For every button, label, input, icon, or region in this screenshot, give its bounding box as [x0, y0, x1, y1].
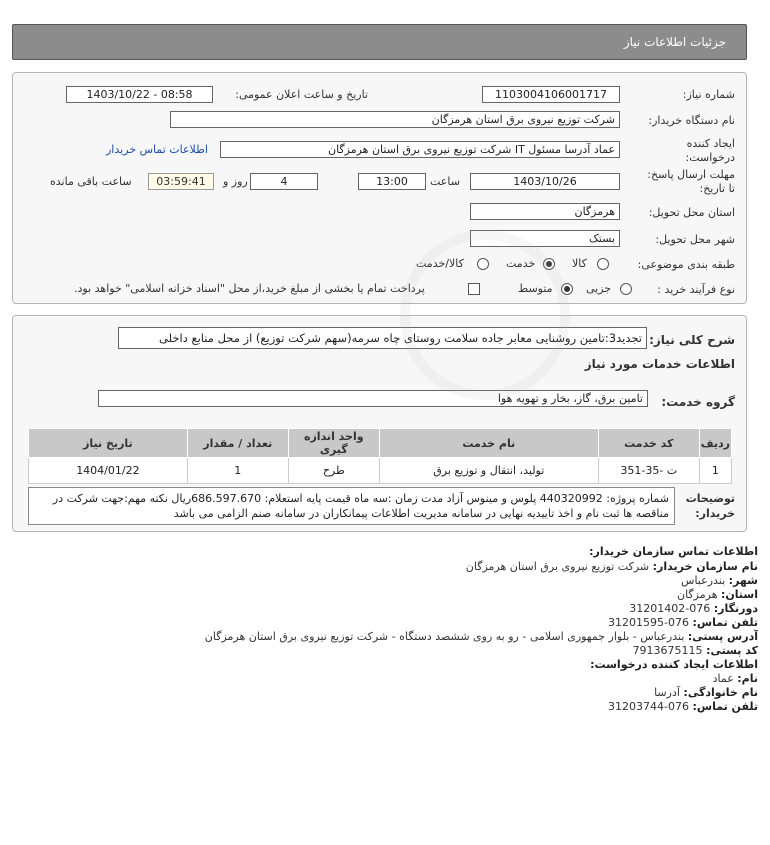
days-field: 4: [250, 173, 318, 190]
treasury-payment-note: پرداخت تمام یا بخشی از مبلغ خرید،از محل "اسناد خزانه اسلامی" خواهد بود.: [74, 282, 425, 295]
creator-name-info: نام: عماد: [712, 672, 758, 685]
buyer-org-info: نام سازمان خریدار: شرکت توزیع نیروی برق استان هرمزگان: [465, 560, 758, 573]
category-radio-service[interactable]: [543, 258, 555, 270]
process-option-minor: جزیی: [586, 282, 612, 295]
category-radio-goods[interactable]: [597, 258, 609, 270]
need-number-field: 1103004106001717: [482, 86, 620, 103]
process-label: نوع فرآیند خرید :: [657, 283, 735, 296]
cell-quantity: 1: [187, 458, 288, 484]
deadline-date-field: 1403/10/26: [470, 173, 620, 190]
creator-label-1: ایجاد کننده: [686, 137, 735, 150]
description-label-2: خریدار:: [695, 507, 735, 520]
summary-field: تجدید3:تامین روشنایی معابر جاده سلامت روستای چاه سرمه(سهم شرکت توزیع) از محل منابع داخلی: [118, 327, 647, 349]
remaining-label: ساعت باقی مانده: [50, 175, 132, 188]
category-option-goods: کالا: [572, 257, 587, 270]
announce-label: تاریخ و ساعت اعلان عمومی:: [235, 88, 368, 101]
announce-field: 1403/10/22 - 08:58: [66, 86, 213, 103]
deadline-time-label: ساعت: [430, 175, 460, 188]
process-option-medium: متوسط: [518, 282, 553, 295]
services-table-header: [29, 429, 732, 458]
buyer-fax-info: دورنگار: 076-31201402: [629, 602, 758, 615]
process-radio-medium[interactable]: [561, 283, 573, 295]
buyer-org-label: نام دستگاه خریدار:: [648, 114, 735, 127]
days-label: روز و: [223, 175, 248, 188]
creator-phone-info: تلفن تماس: 076-31203744: [608, 700, 758, 713]
table-row: [29, 458, 732, 484]
buyer-contact-link[interactable]: اطلاعات تماس خریدار: [106, 143, 208, 156]
province-field: هرمزگان: [470, 203, 620, 220]
buyer-contact-title: اطلاعات تماس سازمان خریدار:: [589, 545, 758, 558]
deadline-label-1: مهلت ارسال پاسخ:: [647, 168, 735, 181]
col-row: ردیف: [699, 429, 731, 458]
services-section-title: اطلاعات خدمات مورد نیاز: [584, 357, 735, 371]
category-radio-goods-service[interactable]: [477, 258, 489, 270]
col-need-date: تاریخ نیاز: [29, 429, 188, 458]
deadline-label-2: تا تاریخ:: [699, 182, 735, 195]
summary-label: شرح کلی نیاز:: [649, 333, 735, 347]
service-group-field: تامین برق، گاز، بخار و تهویه هوا: [98, 390, 648, 407]
cell-row: 1: [699, 458, 731, 484]
description-field: شماره پروژه: 440320992 پلوس و مینوس آزاد مدت زمان :سه ماه قیمت پایه استعلام: 686.597.670ریال نکته مهم:جهت شرکت در مناقصه ها ثبت نام و اخذ تاییدیه نهایی در سامانه مدیریت اطلاعات پیمانکاران در سامانه صنم الزامی می باشد: [28, 487, 675, 525]
service-group-label: گروه خدمت:: [661, 395, 735, 409]
city-field: بستک: [470, 230, 620, 247]
cell-unit: طرح: [288, 458, 379, 484]
process-radio-minor[interactable]: [620, 283, 632, 295]
services-table: [28, 428, 732, 484]
page-header: [12, 24, 747, 60]
description-label-1: توضیحات: [685, 492, 735, 505]
buyer-postal-info: کد پستی: 7913675115: [632, 644, 758, 657]
category-option-goods-service: کالا/خدمت: [416, 257, 464, 270]
buyer-province-info: استان: هرمزگان: [677, 588, 758, 601]
creator-family-info: نام خانوادگی: آدرسا: [654, 686, 758, 699]
creator-label-2: درخواست:: [685, 151, 735, 164]
treasury-payment-checkbox[interactable]: [468, 283, 480, 295]
category-option-service: خدمت: [506, 257, 536, 270]
col-unit: واحد اندازه گیری: [288, 429, 379, 458]
province-label: استان محل تحویل:: [648, 206, 735, 219]
cell-need-date: 1404/01/22: [29, 458, 188, 484]
need-number-label: شماره نیاز:: [682, 88, 735, 101]
page-title: جزئیات اطلاعات نیاز: [623, 35, 726, 49]
remaining-time-field: 03:59:41: [148, 173, 214, 190]
creator-contact-title: اطلاعات ایجاد کننده درخواست:: [590, 658, 758, 671]
buyer-city-info: شهر: بندرعباس: [681, 574, 758, 587]
category-label: طبقه بندی موضوعی:: [637, 258, 735, 271]
buyer-phone-info: تلفن تماس: 076-31201595: [608, 616, 758, 629]
col-quantity: تعداد / مقدار: [187, 429, 288, 458]
buyer-org-field: شرکت توزیع نیروی برق استان هرمزگان: [170, 111, 620, 128]
col-service-code: کد خدمت: [598, 429, 699, 458]
city-label: شهر محل تحویل:: [655, 233, 735, 246]
buyer-address-info: آدرس پستی: بندرعباس - بلوار جمهوری اسلامی - رو به روی ششصد دستگاه - شرکت توزیع نیروی برق استان هرمزگان: [204, 630, 758, 643]
creator-field: عماد آدرسا مسئول IT شرکت توزیع نیروی برق استان هرمزگان: [220, 141, 620, 158]
cell-service-name: تولید، انتقال و توزیع برق: [379, 458, 598, 484]
cell-service-code: ت -35-351: [598, 458, 699, 484]
col-service-name: نام خدمت: [379, 429, 598, 458]
deadline-time-field: 13:00: [358, 173, 426, 190]
